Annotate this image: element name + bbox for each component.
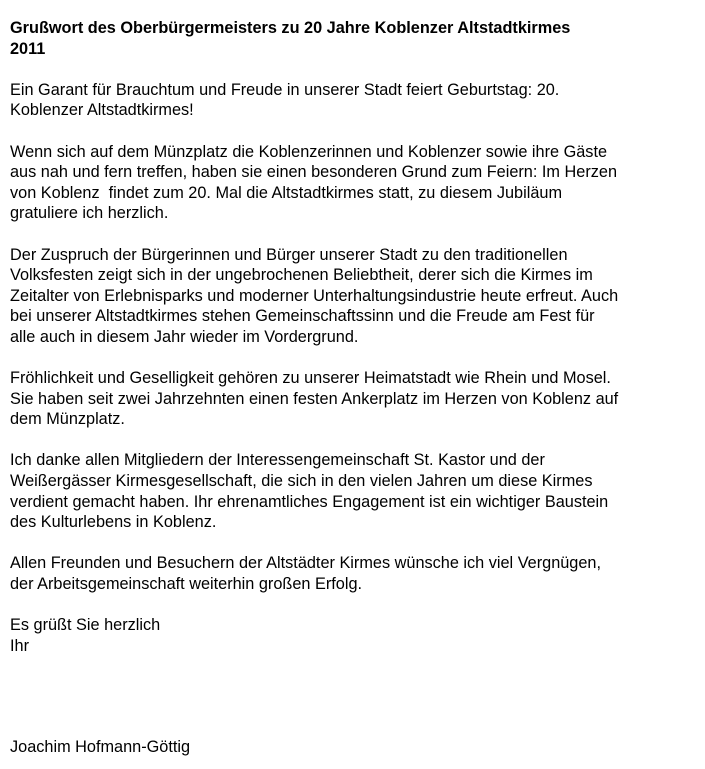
text-line: der Arbeitsgemeinschaft weiterhin großen Erfolg. <box>10 575 363 594</box>
document-title <box>10 18 700 59</box>
signature: Joachim Hofmann-Göttig <box>10 738 191 756</box>
closing-salutation <box>10 615 700 656</box>
paragraph-dank <box>10 450 700 532</box>
text-line: Weißergässer Kirmesgesellschaft, die sich in den vielen Jahren um diese Kirmes <box>10 472 593 491</box>
text-line: alle auch in diesem Jahr wieder im Vordergrund. <box>10 327 359 346</box>
paragraph-muenzplatz <box>10 142 700 224</box>
text-line: Fröhlichkeit und Geselligkeit gehören zu unserer Heimatstadt wie Rhein und Mosel. <box>10 369 611 388</box>
text-line: Es grüßt Sie herzlich <box>10 616 161 635</box>
text-line: Der Zuspruch der Bürgerinnen und Bürger unserer Stadt zu den traditionellen <box>10 245 568 264</box>
text-line: dem Münzplatz. <box>10 410 125 429</box>
text-line: aus nah und fern treffen, haben sie einen besonderen Grund zum Feiern: Im Herzen <box>10 163 618 182</box>
text-line: Wenn sich auf dem Münzplatz die Koblenzerinnen und Koblenzer sowie ihre Gäste <box>10 142 608 161</box>
text-line: von Koblenz findet zum 20. Mal die Altstadtkirmes statt, zu diesem Jubiläum <box>10 183 563 202</box>
title-line: 2011 <box>10 39 46 58</box>
text-line: Ein Garant für Brauchtum und Freude in unserer Stadt feiert Geburtstag: 20. <box>10 80 560 99</box>
text-line: verdient gemacht haben. Ihr ehrenamtliches Engagement ist ein wichtiger Baustein <box>10 492 609 511</box>
paragraph-intro <box>10 80 700 121</box>
text-line: Sie haben seit zwei Jahrzehnten einen festen Ankerplatz im Herzen von Koblenz auf <box>10 389 619 408</box>
document-body <box>10 18 700 656</box>
text-line: Ihr <box>10 636 30 655</box>
text-line: Volksfesten zeigt sich in der ungebrochenen Beliebtheit, derer sich die Kirmes im <box>10 266 593 285</box>
title-line: Grußwort des Oberbürgermeisters zu 20 Jahre Koblenzer Altstadtkirmes <box>10 19 571 37</box>
text-line: Zeitalter von Erlebnisparks und moderner Unterhaltungsindustrie heute erfreut. Auch <box>10 286 619 305</box>
text-line: Koblenzer Altstadtkirmes! <box>10 101 194 120</box>
text-line: Ich danke allen Mitgliedern der Interessengemeinschaft St. Kastor und der <box>10 451 545 470</box>
text-line: des Kulturlebens in Koblenz. <box>10 513 217 532</box>
paragraph-zuspruch <box>10 245 700 348</box>
paragraph-froehlichkeit <box>10 368 700 430</box>
text-line: Allen Freunden und Besuchern der Altstädter Kirmes wünsche ich viel Vergnügen, <box>10 554 601 573</box>
paragraph-wuensche <box>10 553 700 594</box>
text-line: bei unserer Altstadtkirmes stehen Gemeinschaftssinn und die Freude am Fest für <box>10 307 595 326</box>
text-line: gratuliere ich herzlich. <box>10 204 169 223</box>
